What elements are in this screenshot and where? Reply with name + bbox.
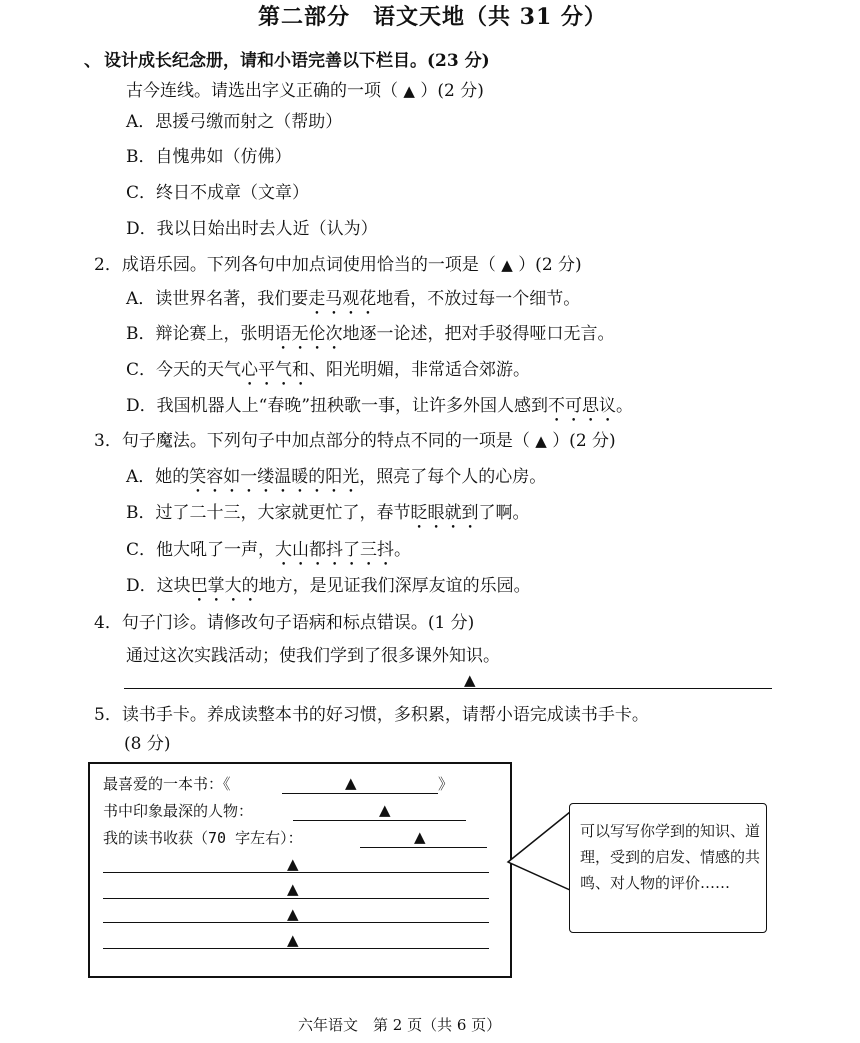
answer-triangle: ▲ <box>414 828 426 846</box>
q3-option-a: A．她的笑容如一缕温暖的阳光，照亮了每个人的心房。 <box>126 467 547 487</box>
emphasis-phrase: 笑容如一缕温暖的阳光 <box>189 467 360 487</box>
q5-score: (8 分) <box>124 734 171 754</box>
answer-triangle: ▲ <box>501 256 513 274</box>
emphasis-phrase: 不可思议 <box>548 396 617 416</box>
section-heading: 设计成长纪念册，请和小语完善以下栏目。(23 分) <box>104 51 490 71</box>
answer-triangle: ▲ <box>287 880 299 898</box>
bubble-pointer <box>505 800 575 900</box>
page-title: 第二部分 语文天地（共 31 分） <box>258 4 607 30</box>
q2-score: ）(2 分) <box>518 255 582 275</box>
section-mark: 、 <box>84 51 101 71</box>
q4-stem-text: 句子门诊。请修改句子语病和标点错误。(1 分) <box>121 613 475 633</box>
q5-number: 5． <box>94 705 122 725</box>
card-book-line <box>282 793 438 794</box>
q4-stem <box>94 612 474 634</box>
emphasis-phrase: 走马观花 <box>308 289 377 309</box>
q4-number: 4． <box>94 613 122 633</box>
q5-stem <box>94 704 649 726</box>
q1-option-a: A．思援弓缴而射之（帮助） <box>126 112 343 132</box>
q2-option-d: D．我国机器人上“春晚”扭秧歌一事，让许多外国人感到不可思议。 <box>126 396 634 416</box>
card-writing-line <box>103 948 489 949</box>
q3-number: 3． <box>94 431 122 451</box>
q3-stem-text: 句子魔法。下列句子中加点部分的特点不同的一项是（ <box>121 431 530 451</box>
q3-option-d: D．这块巴掌大的地方，是见证我们深厚友谊的乐园。 <box>126 576 531 596</box>
q3-score: ）(2 分) <box>552 431 616 451</box>
hint-bubble-text: 可以写写你学到的知识、道理，受到的启发、情感的共鸣、对人物的评价…… <box>580 822 761 892</box>
q2-option-b: B．辩论赛上，张明语无伦次地逐一论述，把对手驳得哑口无言。 <box>126 324 615 344</box>
emphasis-phrase: 眨眼就到 <box>410 503 479 523</box>
card-writing-line <box>103 872 489 873</box>
emphasis-phrase: 心平气和 <box>241 360 310 380</box>
q2-option-a: A．读世界名著，我们要走马观花地看，不放过每一个细节。 <box>126 289 581 309</box>
page-footer: 六年语文 第 2 页（共 6 页） <box>298 1016 502 1034</box>
q3-stem <box>94 430 616 452</box>
q3-option-c: C．他大吼了一声，大山都抖了三抖。 <box>126 540 412 560</box>
answer-triangle: ▲ <box>379 801 391 819</box>
q1-option-c: C．终日不成章（文章） <box>126 183 310 203</box>
card-book-close: 》 <box>438 775 454 793</box>
q2-number: 2． <box>94 255 122 275</box>
q2-stem <box>94 254 582 276</box>
q1-stem <box>126 80 484 102</box>
q3-option-b: B．过了二十三，大家就更忙了，春节眨眼就到了啊。 <box>126 503 530 523</box>
answer-triangle: ▲ <box>345 774 357 792</box>
q4-answer-line <box>124 688 772 689</box>
q1-option-b: B．自愧弗如（仿佛） <box>126 147 292 167</box>
q1-score: ）(2 分) <box>420 81 484 101</box>
q4-sentence: 通过这次实践活动；使我们学到了很多课外知识。 <box>126 646 500 666</box>
answer-triangle: ▲ <box>287 855 299 873</box>
emphasis-phrase: 语无伦次 <box>274 324 343 344</box>
answer-triangle: ▲ <box>535 432 547 450</box>
card-writing-line <box>103 922 489 923</box>
answer-triangle: ▲ <box>403 82 415 100</box>
emphasis-phrase: 大山都抖了三抖 <box>275 540 395 560</box>
answer-triangle: ▲ <box>287 931 299 949</box>
q1-stem-text: 古今连线。请选出字义正确的一项（ <box>126 81 398 101</box>
card-person-label: 书中印象最深的人物： <box>103 802 254 820</box>
answer-triangle: ▲ <box>287 905 299 923</box>
q5-stem-text: 读书手卡。养成读整本书的好习惯，多积累，请帮小语完成读书手卡。 <box>121 705 649 725</box>
answer-triangle: ▲ <box>464 671 476 689</box>
q2-option-c: C．今天的天气心平气和、阳光明媚，非常适合郊游。 <box>126 360 531 380</box>
q1-option-d: D．我以日始出时去人近（认为） <box>126 219 378 239</box>
q2-stem-text: 成语乐园。下列各句中加点词使用恰当的一项是（ <box>121 255 496 275</box>
card-writing-line <box>103 898 489 899</box>
card-harvest-label: 我的读书收获（70 字左右）： <box>103 829 303 847</box>
emphasis-phrase: 巴掌大的 <box>190 576 259 596</box>
card-book-label: 最喜爱的一本书：《 <box>103 775 231 793</box>
